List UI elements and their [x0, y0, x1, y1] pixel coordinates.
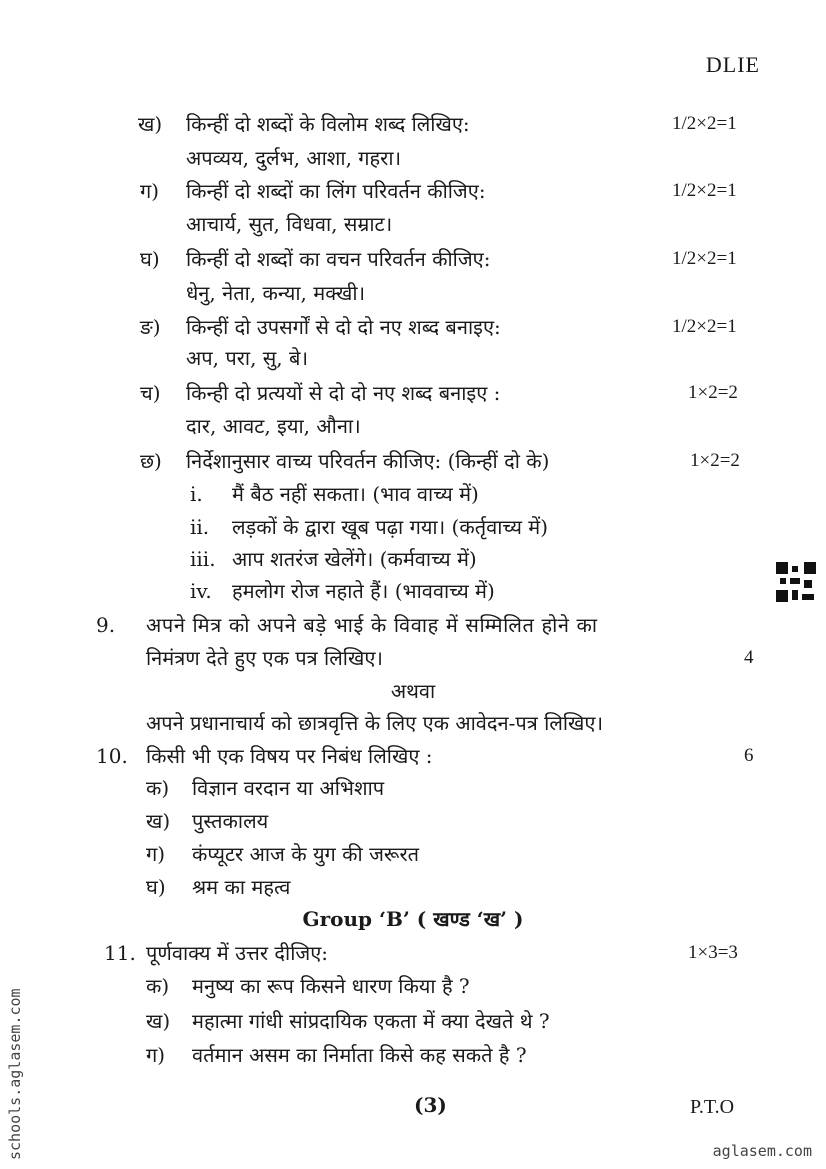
voice-num: i. — [190, 482, 203, 506]
item-text: किन्हीं दो शब्दों का वचन परिवर्तन कीजिए: — [186, 247, 491, 271]
item-text: किन्ही दो प्रत्ययों से दो दो नए शब्द बनाइए : — [186, 381, 501, 405]
question-marks: 6 — [744, 745, 754, 766]
item-marks: 1/2×2=1 — [672, 316, 737, 337]
side-watermark: schools.aglasem.com — [6, 988, 24, 1160]
question-number: 9. — [96, 613, 116, 637]
item-label: च) — [140, 381, 161, 405]
question-marks: 1×3=3 — [688, 942, 738, 963]
item-sub: दार, आवट, इया, औना। — [186, 414, 361, 438]
item-marks: 1/2×2=1 — [672, 248, 737, 269]
qr-code-icon — [776, 562, 816, 602]
item-marks: 1/2×2=1 — [672, 180, 737, 201]
option-label: क) — [146, 776, 170, 800]
item-label: ङ) — [140, 315, 161, 339]
option-text: विज्ञान वरदान या अभिशाप — [192, 776, 385, 800]
option-text: पुस्तकालय — [192, 809, 269, 833]
item-text: किन्हीं दो शब्दों का लिंग परिवर्तन कीजिए: — [186, 179, 486, 203]
voice-text: लड़कों के द्वारा खूब पढ़ा गया। (कर्तृवाच्य में) — [232, 515, 549, 539]
item-sub: धेनु, नेता, कन्या, मक्खी। — [186, 281, 366, 305]
item-sub: अपव्यय, दुर्लभ, आशा, गहरा। — [186, 146, 402, 170]
group-heading: Group ‘B’ ( खण्ड ‘ख’ ) — [302, 907, 524, 931]
option-label: घ) — [146, 875, 166, 899]
paper-code: DLIE — [705, 52, 760, 77]
option-label: ग) — [146, 1043, 166, 1067]
question-text: अपने प्रधानाचार्य को छात्रवृत्ति के लिए एक आवेदन-पत्र लिखिए। — [146, 711, 604, 735]
item-marks: 1×2=2 — [688, 382, 738, 403]
option-label: क) — [146, 974, 170, 998]
option-label: ख) — [146, 809, 171, 833]
voice-text: आप शतरंज खेलेंगे। (कर्मवाच्य में) — [232, 547, 477, 571]
question-number: 11. — [104, 941, 136, 965]
item-marks: 1×2=2 — [690, 450, 740, 471]
voice-text: मैं बैठ नहीं सकता। (भाव वाच्य में) — [232, 482, 479, 506]
item-sub: आचार्य, सुत, विधवा, सम्राट। — [186, 212, 393, 236]
item-label: छ) — [140, 449, 162, 473]
item-marks: 1/2×2=1 — [672, 113, 737, 134]
item-text: निर्देशानुसार वाच्य परिवर्तन कीजिए: (किन्हीं दो के) — [186, 449, 550, 473]
item-label: ग) — [140, 179, 160, 203]
question-text: अपने मित्र को अपने बड़े भाई के विवाह में सम्मिलित होने का — [146, 613, 598, 637]
voice-text: हमलोग रोज नहाते हैं। (भाववाच्य में) — [232, 579, 495, 603]
bottom-watermark: aglasem.com — [712, 1142, 812, 1160]
item-label: ख) — [138, 112, 163, 136]
item-sub: अप, परा, सु, बे। — [186, 346, 309, 370]
pto-label: P.T.O — [690, 1096, 735, 1118]
option-text: वर्तमान असम का निर्माता किसे कह सकते है ? — [192, 1043, 527, 1067]
or-label: अथवा — [390, 679, 436, 703]
question-marks: 4 — [744, 647, 754, 668]
item-label: घ) — [140, 247, 160, 271]
item-text: किन्हीं दो उपसर्गों से दो दो नए शब्द बनाइए: — [186, 315, 501, 339]
voice-num: iv. — [190, 579, 212, 603]
voice-num: iii. — [190, 547, 216, 571]
option-text: मनुष्य का रूप किसने धारण किया है ? — [192, 974, 470, 998]
option-label: ख) — [146, 1009, 171, 1033]
question-text: किसी भी एक विषय पर निबंध लिखिए : — [146, 744, 433, 768]
option-text: महात्मा गांधी सांप्रदायिक एकता में क्या देखते थे ? — [192, 1009, 550, 1033]
option-label: ग) — [146, 842, 166, 866]
item-text: किन्हीं दो शब्दों के विलोम शब्द लिखिए: — [186, 112, 470, 136]
option-text: श्रम का महत्व — [192, 875, 291, 899]
question-number: 10. — [96, 744, 128, 768]
question-text: निमंत्रण देते हुए एक पत्र लिखिए। — [146, 646, 383, 670]
page-number: (3) — [414, 1093, 447, 1117]
option-text: कंप्यूटर आज के युग की जरूरत — [192, 842, 420, 866]
question-text: पूर्णवाक्य में उत्तर दीजिए: — [146, 941, 329, 965]
voice-num: ii. — [190, 515, 210, 539]
